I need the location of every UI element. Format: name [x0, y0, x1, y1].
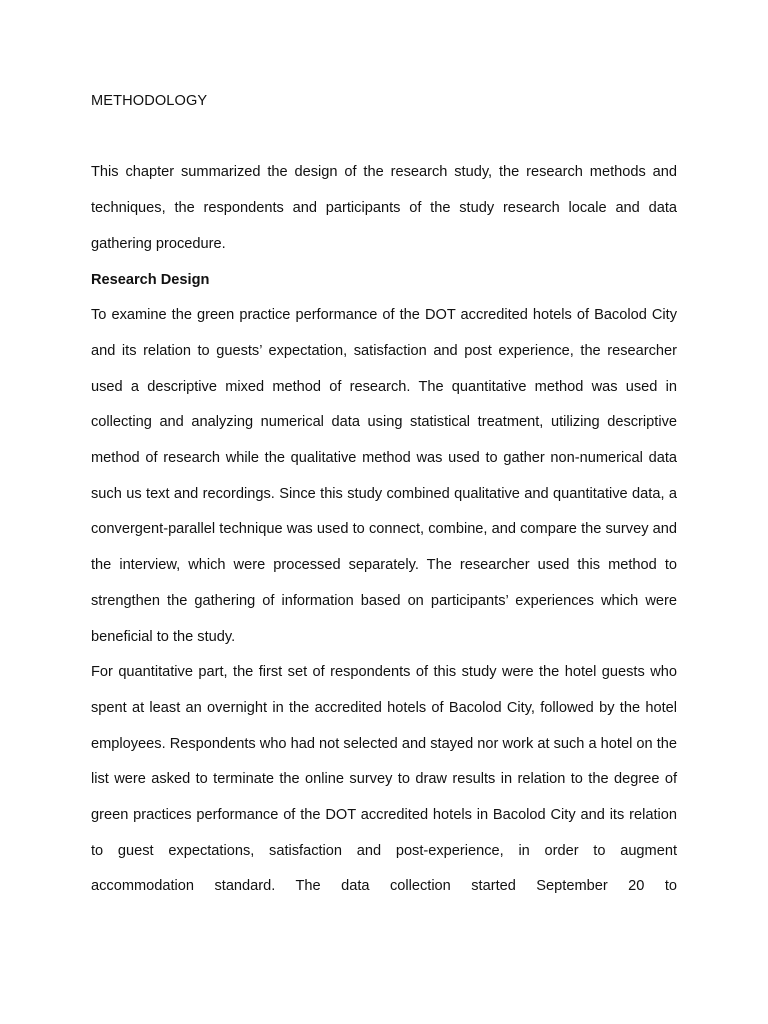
intro-paragraph: This chapter summarized the design of the research study, the research methods and techniques, the respondents and participants of the study research locale and data gathering procedure. [91, 164, 677, 252]
title-spacer [91, 120, 677, 156]
page-title: METHODOLOGY [91, 93, 208, 109]
document-page [91, 84, 677, 905]
research-design-paragraph: To examine the green practice performance of the DOT accredited hotels of Bacolod City and its relation to guests’ expectation, satisfaction and post experience, the researcher used a descriptive mixed method of research. The quantitative method was used in collecting and analyzing numerical data using statistical treatment, utilizing descriptive method of research while the qualitative method was used to gather non-numerical data such us text and recordings. Since this study combined qualitative and quantitative data, a convergent-parallel technique was used to connect, combine, and compare the survey and the interview, which were processed separately. The researcher used this method to strengthen the gathering of information based on participants’ experiences which were beneficial to the study. [91, 307, 677, 645]
quantitative-paragraph: For quantitative part, the first set of respondents of this study were the hotel guests who spent at least an overnight in the accredited hotels of Bacolod City, followed by the hotel employees. Respondents who had not selected and stayed nor work at such a hotel on the list were asked to terminate the online survey to draw results in relation to the degree of green practices performance of the DOT accredited hotels in Bacolod City and its relation to guest expectations, satisfaction and post-experience, in order to augment accommodation standard. The data collection started September 20 to [91, 664, 677, 895]
section-heading: Research Design [91, 271, 210, 288]
